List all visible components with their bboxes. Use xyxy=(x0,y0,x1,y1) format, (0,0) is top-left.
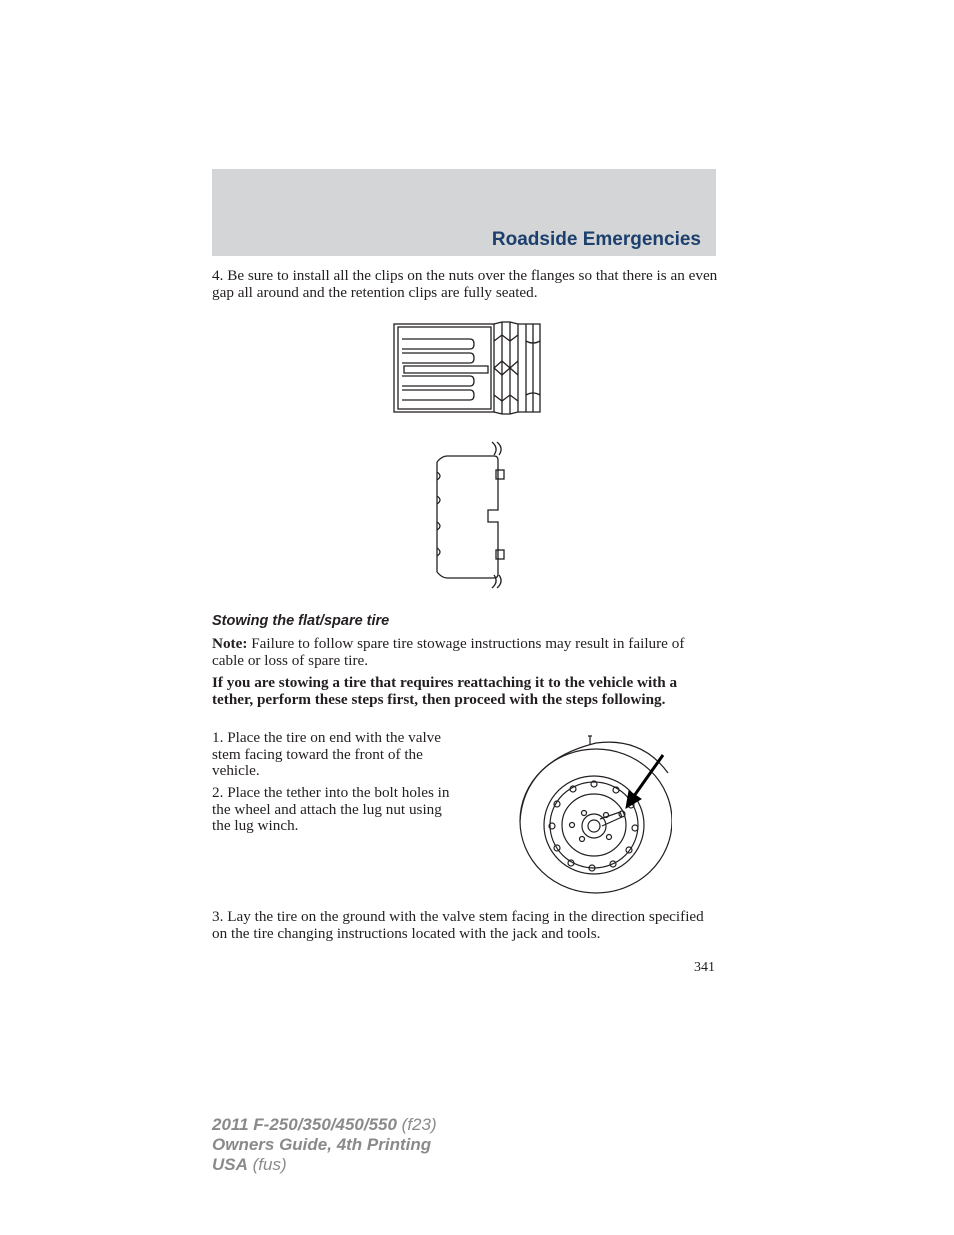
footer-line-2: Owners Guide, 4th Printing xyxy=(212,1135,432,1154)
clip-cross-section-illustration xyxy=(430,440,510,590)
footer-model: 2011 F-250/350/450/550 xyxy=(212,1115,397,1134)
footer-market: USA xyxy=(212,1155,248,1174)
step-3-text: 3. Lay the tire on the ground with the valve stem facing in the direction specified on the tire changing instructions located with the jack and tools. xyxy=(212,908,704,942)
step-1-text: 1. Place the tire on end with the valve stem facing toward the front of the vehicle. xyxy=(212,729,442,779)
subheading-stowing: Stowing the flat/spare tire xyxy=(212,613,390,629)
note-text: Failure to follow spare tire stowage instructions may result in failure of cable or loss of spare tire. xyxy=(212,635,685,669)
footer-market-code: (fus) xyxy=(247,1155,287,1174)
footer-line-1 xyxy=(212,1115,437,1135)
footer xyxy=(212,1115,437,1175)
footer-line-3 xyxy=(212,1155,437,1175)
footer-model-code: (f23) xyxy=(396,1115,437,1134)
step-2-text: 2. Place the tether into the bolt holes in the wheel and attach the lug nut using the lug winch. xyxy=(212,784,450,834)
page-number: 341 xyxy=(694,960,715,975)
tether-instruction: If you are stowing a tire that requires reattaching it to the vehicle with a tether, perform these steps first, then proceed with the steps following. xyxy=(212,674,678,708)
note-paragraph xyxy=(212,636,720,669)
note-label: Note: xyxy=(212,635,248,652)
lug-nut-clip-illustration xyxy=(392,321,544,415)
section-title: Roadside Emergencies xyxy=(491,229,701,250)
step-4-text: 4. Be sure to install all the clips on the nuts over the flanges so that there is an even gap all around and the retention clips are fully seated. xyxy=(212,267,718,301)
section-header-band xyxy=(212,169,716,256)
spare-tire-illustration xyxy=(512,733,672,896)
